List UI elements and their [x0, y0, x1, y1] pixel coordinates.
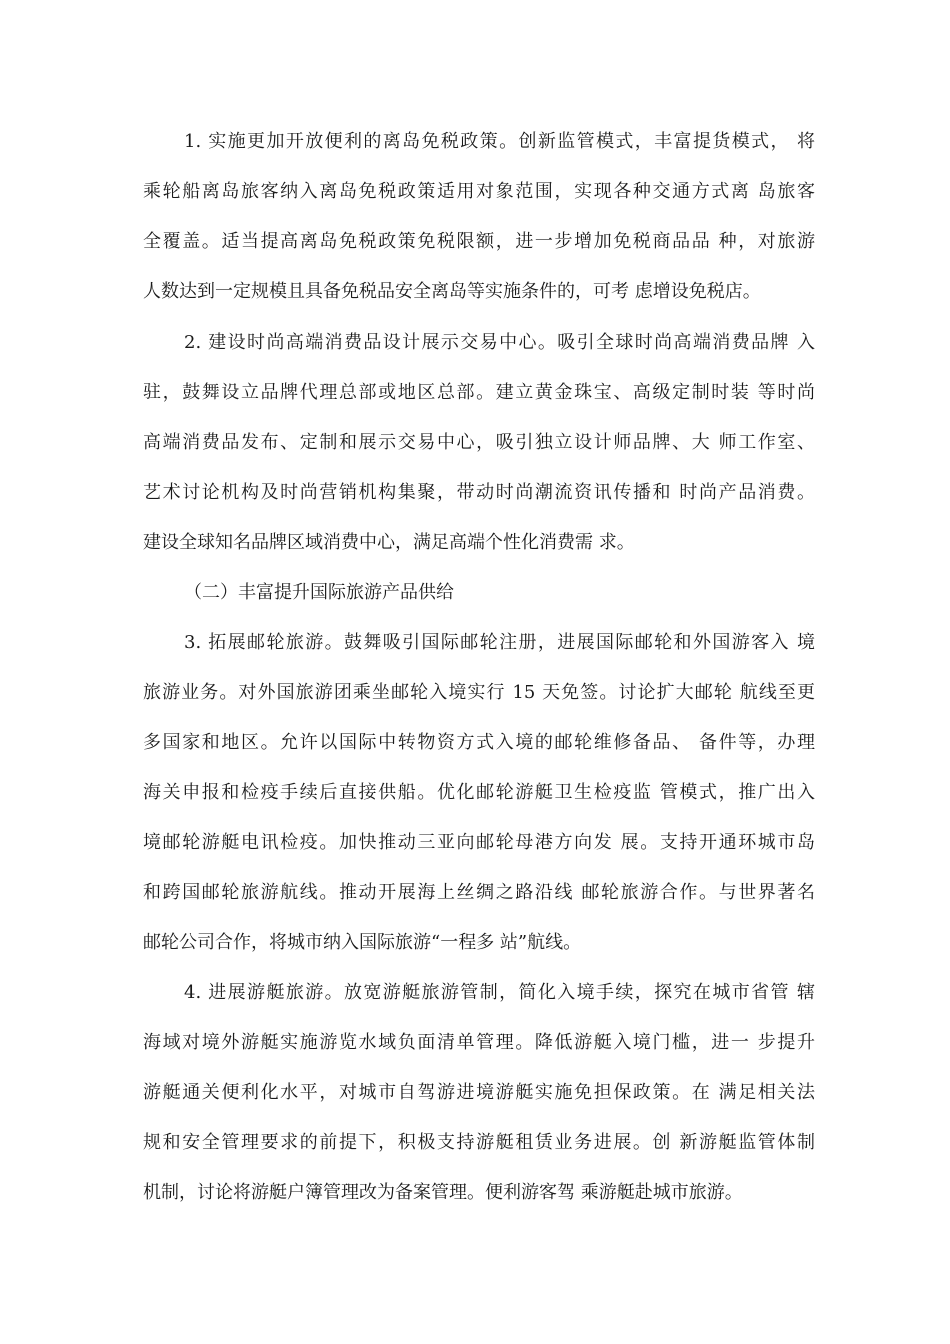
paragraph-3-line-4: 海关申报和检疫手续后直接供船。优化邮轮游艇卫生检疫监 管模式，推广出入: [143, 782, 815, 803]
paragraph-2-line-4: 艺术讨论机构及时尚营销机构集聚，带动时尚潮流资讯传播和 时尚产品消费。: [143, 482, 815, 503]
paragraph-3-line-3: 多国家和地区。允许以国际中转物资方式入境的邮轮维修备品、 备件等，办理: [143, 732, 815, 753]
paragraph-1-line-2: 乘轮船离岛旅客纳入离岛免税政策适用对象范围，实现各种交通方式离 岛旅客: [143, 181, 815, 202]
paragraph-2-line-3: 高端消费品发布、定制和展示交易中心，吸引独立设计师品牌、大 师工作室、: [143, 432, 815, 453]
paragraph-1-line-1: 1. 实施更加开放便利的离岛免税政策。创新监管模式，丰富提货模式， 将: [184, 131, 815, 152]
paragraph-3-line-2: 旅游业务。对外国旅游团乘坐邮轮入境实行 15 天免签。讨论扩大邮轮 航线至更: [143, 682, 815, 703]
paragraph-3-line-6: 和跨国邮轮旅游航线。推动开展海上丝绸之路沿线 邮轮旅游合作。与世界著名: [143, 882, 815, 903]
paragraph-3-line-5: 境邮轮游艇电讯检疫。加快推动三亚向邮轮母港方向发 展。支持开通环城市岛: [143, 832, 815, 853]
paragraph-4-line-5: 机制，讨论将游艇户簿管理改为备案管理。便利游客驾 乘游艇赴城市旅游。: [143, 1182, 743, 1203]
paragraph-4-line-3: 游艇通关便利化水平，对城市自驾游进境游艇实施免担保政策。在 满足相关法: [143, 1082, 815, 1103]
paragraph-4-line-2: 海域对境外游艇实施游览水域负面清单管理。降低游艇入境门槛，进一 步提升: [143, 1032, 815, 1053]
paragraph-1-line-3: 全覆盖。适当提高离岛免税政策免税限额，进一步增加免税商品品 种，对旅游: [143, 231, 815, 252]
paragraph-3-line-1: 3. 拓展邮轮旅游。鼓舞吸引国际邮轮注册，进展国际邮轮和外国游客入 境: [184, 632, 815, 653]
paragraph-2-line-2: 驻，鼓舞设立品牌代理总部或地区总部。建立黄金珠宝、高级定制时装 等时尚: [143, 382, 815, 403]
paragraph-3-line-7: 邮轮公司合作，将城市纳入国际旅游“一程多 站”航线。: [143, 932, 582, 953]
paragraph-4-line-1: 4. 进展游艇旅游。放宽游艇旅游管制，简化入境手续，探究在城市省管 辖: [184, 982, 815, 1003]
paragraph-2-line-5: 建设全球知名品牌区域消费中心，满足高端个性化消费需 求。: [143, 532, 635, 553]
paragraph-2-line-1: 2. 建设时尚高端消费品设计展示交易中心。吸引全球时尚高端消费品牌 入: [184, 332, 815, 353]
paragraph-4-line-4: 规和安全管理要求的前提下，积极支持游艇租赁业务进展。创 新游艇监管体制: [143, 1132, 815, 1153]
section-heading: （二）丰富提升国际旅游产品供给: [184, 582, 454, 603]
paragraph-1-line-4: 人数达到一定规模且具备免税品安全离岛等实施条件的，可考 虑增设免税店。: [143, 281, 761, 302]
